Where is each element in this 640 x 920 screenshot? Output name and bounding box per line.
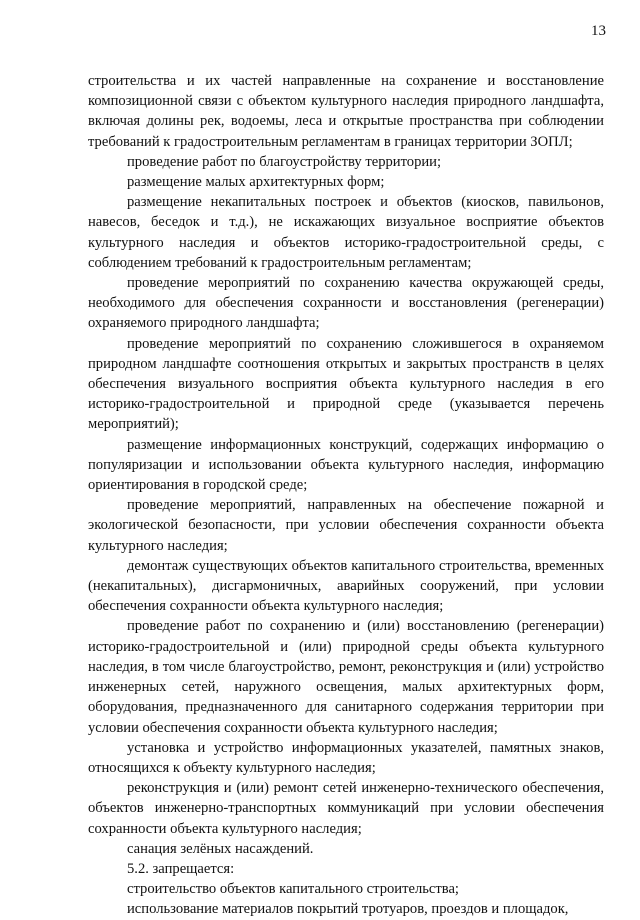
paragraph: проведение мероприятий по сохранению сложившегося в охраняемом природном ландшафте соотношения открытых и закрытых пространств в целях обеспечения визуального восприятия объекта культурного наследия в его историко-градостроительной и природной среде (указывается перечень мероприятий); bbox=[88, 335, 604, 433]
paragraph: санация зелёных насаждений. bbox=[127, 840, 314, 857]
paragraph: проведение работ по благоустройству территории; bbox=[127, 153, 442, 170]
page-number: 13 bbox=[591, 23, 606, 39]
paragraph: размещение некапитальных построек и объектов (киосков, павильонов, навесов, беседок и т.д.), не искажающих визуальное восприятие объектов культурного наследия и объектов историко-градостроительной среды, с соблюдением требований к градостроительным регламентам; bbox=[88, 194, 604, 271]
paragraph: строительства и их частей направленные на сохранение и восстановление композиционной связи с объектом культурного наследия природного ландшафта, включая долины рек, водоемы, леса и открытые пространства при соблюдении требований к градостроительным регламентам в границах территории ЗОПЛ; bbox=[88, 73, 604, 150]
section-heading: 5.2. запрещается: bbox=[127, 860, 235, 877]
paragraph: размещение информационных конструкций, содержащих информацию о популяризации и использовании объекта культурного наследия, информацию ориентирования в городской среде; bbox=[88, 436, 604, 494]
paragraph: реконструкция и (или) ремонт сетей инженерно-технического обеспечения, объектов инженерно-транспортных коммуникаций при условии обеспечения сохранности объекта культурного наследия; bbox=[88, 780, 604, 837]
paragraph: проведение мероприятий по сохранению качества окружающей среды, необходимого для обеспечения сохранности и восстановления (регенерации) охраняемого природного ландшафта; bbox=[88, 275, 604, 332]
paragraph: строительство объектов капитального строительства; bbox=[127, 881, 459, 898]
paragraph: использование материалов покрытий тротуаров, проездов и площадок, bbox=[127, 901, 569, 918]
paragraph: размещение малых архитектурных форм; bbox=[127, 174, 385, 191]
paragraph: проведение работ по сохранению и (или) восстановлению (регенерации) историко-градостроительной и (или) природной среды объекта культурного наследия, в том числе благоустройство, ремонт, реконструкция и (или) устройство инженерных сетей, наружного освещения, малых архитектурных форм, оборудования, предназначенного для санитарного содержания территории при условии обеспечения сохранности объекта культурного наследия; bbox=[88, 618, 604, 736]
paragraph: проведение мероприятий, направленных на обеспечение пожарной и экологической безопасности, при условии обеспечения сохранности объекта культурного наследия; bbox=[88, 497, 604, 554]
document-body bbox=[88, 71, 604, 920]
paragraph: демонтаж существующих объектов капитального строительства, временных (некапитальных), дисгармоничных, аварийных сооружений, при условии обеспечения сохранности объекта культурного наследия; bbox=[88, 557, 604, 615]
paragraph: установка и устройство информационных указателей, памятных знаков, относящихся к объекту культурного наследия; bbox=[88, 739, 604, 776]
